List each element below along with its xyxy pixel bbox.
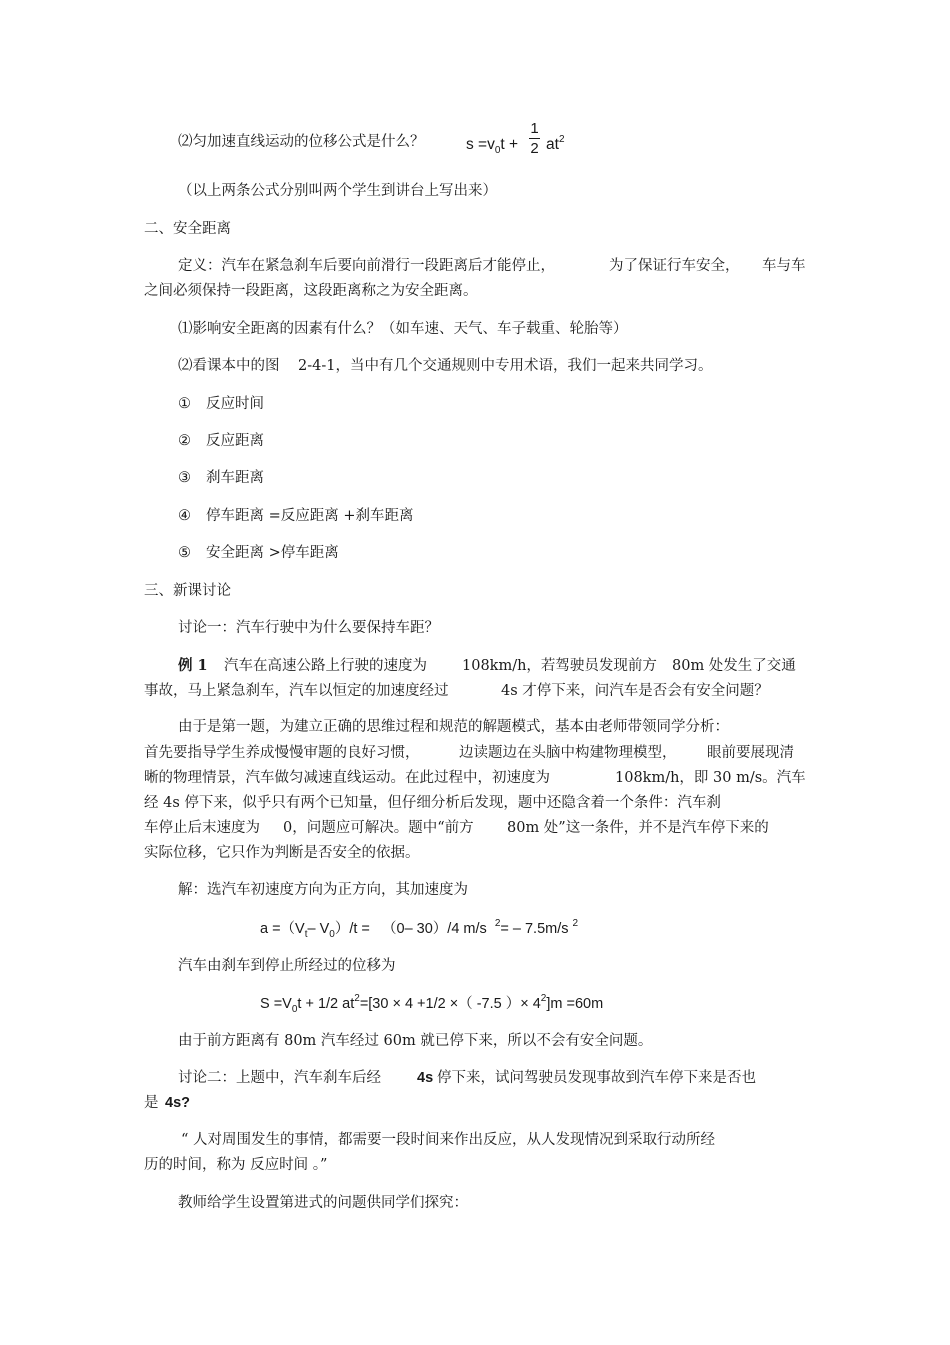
disp-sup-1: 2 (354, 993, 360, 1004)
analysis-line-6: 实际位移，它只作为判断是否安全的依据。 (144, 845, 420, 861)
term-num: ② (178, 433, 191, 449)
question-2: ⑵匀加速直线运动的位移公式是什么？ (178, 134, 425, 150)
term-text: 反应时间 (206, 396, 264, 412)
section-2-title: 二、安全距离 (144, 221, 231, 237)
analysis-line-2b: 边读题边在头脑中构建物理模型， (459, 745, 677, 761)
disp-sup-2: 2 (540, 993, 547, 1004)
analysis-line-5a: 车停止后末速度为 (144, 820, 260, 836)
factors-question: ⑴影响安全距离的因素有什么？（如车速、天气、车子载重、轮胎等） (178, 321, 628, 337)
definition-line-2: 之间必须保持一段距离，这段距离称之为安全距离。 (144, 283, 478, 299)
example-line-2b: 4s 才停下来，问汽车是否会有安全问题？ (501, 683, 769, 699)
definition-line-1a: 定义：汽车在紧急刹车后要向前滑行一段距离后才能停止， (178, 258, 555, 274)
formula-fraction (529, 120, 540, 157)
fraction-denominator: 2 (530, 140, 539, 157)
term-num: ① (178, 396, 191, 412)
formula-at: at (546, 136, 559, 153)
formula-at-term (546, 136, 565, 156)
fraction-numerator: 1 (530, 120, 539, 137)
conclusion: 由于前方距离有 80m 汽车经过 60m 就已停下来，所以不会有安全问题。 (178, 1033, 653, 1049)
accel-sub-0: 0 (329, 929, 335, 940)
analysis-line-5c: 80m 处”这一条件，并不是汽车停下来的 (507, 820, 769, 836)
definition-line-1b: 为了保证行车安全， (609, 258, 740, 274)
analysis-line-3b: 108km/h，即 30 m/s。汽车 (615, 770, 806, 786)
accel-part-c: ）/t = (334, 921, 370, 937)
term-num: ③ (178, 470, 191, 486)
accel-part-e: = – 7.5m/s (500, 921, 569, 937)
displacement-formula (466, 136, 518, 156)
example-label: 例 1 (178, 657, 208, 674)
teacher-prompt: 教师给学生设置第进式的问题供同学们探究： (178, 1195, 468, 1211)
quote-line-2: 历的时间，称为 反应时间 。” (144, 1157, 328, 1173)
example-line-2a: 事故，马上紧急刹车，汽车以恒定的加速度经过 (144, 683, 449, 699)
discussion-2-d: 是 (144, 1095, 159, 1111)
accel-part-d: （0– 30）/4 m/s (382, 921, 487, 937)
disp-part-b: t + 1/2 at (297, 996, 355, 1012)
note-formulas: （以上两条公式分别叫两个学生到讲台上写出来） (178, 183, 497, 199)
section-3-title: 三、新课讨论 (144, 583, 231, 599)
accel-part-b: – V (307, 921, 330, 937)
analysis-line-2a: 首先要指导学生养成慢慢审题的良好习惯， (144, 745, 420, 761)
disp-part-d: ]m =60m (546, 996, 604, 1012)
term-num: ⑤ (178, 545, 191, 561)
formula-exponent: 2 (558, 134, 565, 145)
displacement-intro: 汽车由刹车到停止所经过的位移为 (178, 958, 396, 974)
quote-line-1: “ 人对周围发生的事情，都需要一段时间来作出反应，从人发现情况到采取行动所经 (181, 1132, 716, 1148)
disp-part-c: =[30 × 4 +1/2 ×（ -7.5 ）× 4 (359, 996, 541, 1012)
term-text: 停车距离 =反应距离 +刹车距离 (206, 508, 414, 524)
accel-sup-1: 2 (494, 918, 501, 929)
term-text: 反应距离 (206, 433, 264, 449)
figure-ref-a: ⑵看课本中的图 (178, 358, 280, 374)
accel-sub-t: t (304, 929, 308, 940)
formula-sub-0: 0 (494, 145, 501, 156)
analysis-line-4: 经 4s 停下来，似乎只有两个已知量，但仔细分析后发现，题中还隐含着一个条件：汽车刹 (144, 795, 721, 811)
discussion-1: 讨论一：汽车行驶中为什么要保持车距？ (178, 620, 439, 636)
formula-t: t + (500, 136, 519, 153)
term-text: 刹车距离 (206, 470, 264, 486)
acceleration-formula (260, 920, 578, 940)
discussion-2-b: 4s (417, 1070, 434, 1086)
formula-lhs: s =v (466, 136, 495, 153)
solution-intro: 解：选汽车初速度方向为正方向，其加速度为 (178, 882, 468, 898)
example-line-1c: 80m 处发生了交通 (672, 658, 796, 674)
analysis-line-1: 由于是第一题，为建立正确的思维过程和规范的解题模式，基本由老师带领同学分析： (178, 719, 729, 735)
displacement-calc (260, 995, 603, 1015)
analysis-line-3a: 晰的物理情景，汽车做匀减速直线运动。在此过程中，初速度为 (144, 770, 550, 786)
discussion-2-e: 4s? (165, 1095, 190, 1111)
figure-ref-b: 2-4-1，当中有几个交通规则中专用术语，我们一起来共同学习。 (298, 358, 713, 374)
disp-part-a: S =V (260, 996, 292, 1012)
accel-sup-2: 2 (572, 918, 579, 929)
term-text: 安全距离 >停车距离 (206, 545, 339, 561)
analysis-line-5b: 0，问题应可解决。题中“前方 (283, 820, 474, 836)
example-line-1b: 108km/h，若驾驶员发现前方 (462, 658, 657, 674)
analysis-line-2c: 眼前要展现清 (707, 745, 794, 761)
term-num: ④ (178, 508, 191, 524)
accel-part-a: a =（V (260, 921, 305, 937)
definition-line-1c: 车与车 (762, 258, 806, 274)
discussion-2-a: 讨论二：上题中，汽车刹车后经 (178, 1070, 381, 1086)
disp-sub-0: 0 (291, 1004, 298, 1015)
example-line-1a: 汽车在高速公路上行驶的速度为 (224, 658, 427, 674)
fraction-bar (529, 138, 540, 139)
discussion-2-c: 停下来，试问驾驶员发现事故到汽车停下来是否也 (437, 1070, 756, 1086)
